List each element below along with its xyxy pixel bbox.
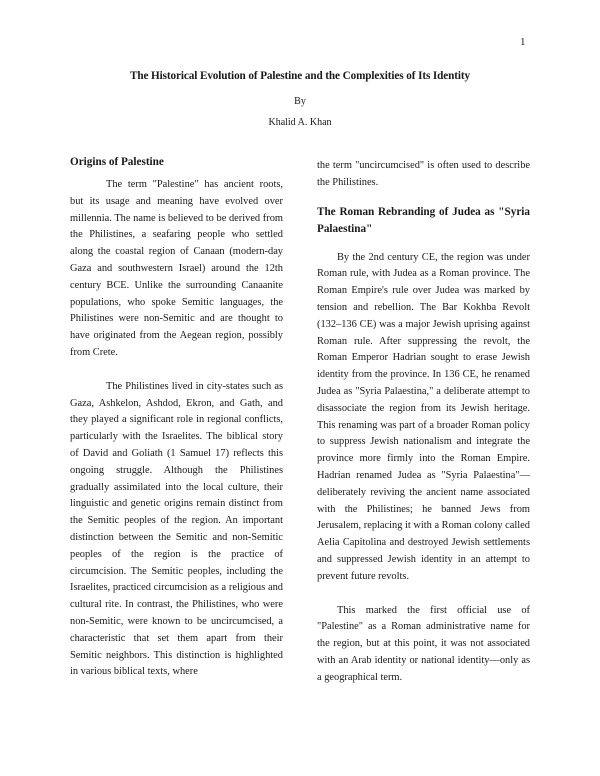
paragraph-roman-1: By the 2nd century CE, the region was under Roman rule, with Judea as a Roman province. The Roman Empire's rule over Judea was marked by tension and rebellion. The Bar Kokhba Revolt (132–136 CE) was a major Jewish uprising against Roman rule. After suppressing the revolt, the Roman Emperor Hadrian sought to erase Jewish identity from the province. In 136 CE, he renamed Judea as "Syria Palaestina," a deliberate attempt to disassociate the region from its Jewish heritage. This renaming was part of a broader Roman policy to suppress Jewish nationalism and integrate the province more firmly into the Roman Empire. Hadrian renamed Judea as "Syria Palaestina"—deliberately reviving the ancient name associated with the Philistines; he banned Jews from Jerusalem, replacing it with a Roman colony called Aelia Capitolina and destroyed Jewish settlements and suppressed Jewish identity in an attempt to prevent future revolts. <box>317 251 530 582</box>
paragraph-origins-1: The term "Palestine" has ancient roots, but its usage and meaning have evolved over millennia. The name is believed to be derived from the Philistines, a seafaring people who settled along the coastal region of Canaan (modern-day Gaza and southwestern Israel) around the 12th century BCE. Unlike the surrounding Canaanite populations, who spoke Semitic languages, the Philistines were non-Semitic and are thought to have originated from the Aegean region, possibly from Crete. <box>70 179 283 358</box>
page-number: 1 <box>520 36 526 48</box>
author-name: Khalid A. Khan <box>268 117 332 128</box>
paragraph-continuation: the term "uncircumcised" is often used to describe the Philistines. <box>317 160 530 188</box>
paragraph-origins-2: The Philistines lived in city-states such as Gaza, Ashkelon, Ashdod, Ekron, and Gath, and they played a significant role in regional conflicts, particularly with the Israelites. The biblical story of David and Goliath (1 Samuel 17) reflects this ongoing struggle. Although the Philistines gradually assimilated into the local culture, their linguistic and genetic origins remain distinct from the Semitic peoples of the region. An important distinction between the Semitic and non-Semitic peoples of the region is the practice of circumcision. The Semitic peoples, including the Israelites, practiced circumcision as a religious and cultural rite. In contrast, the Philistines, who were non-Semitic, were known to be uncircumcised, a characteristic that set them apart from their Semitic neighbors. This distinction is highlighted in various biblical texts, where <box>70 380 283 678</box>
paper-title: The Historical Evolution of Palestine and the Complexities of Its Identity <box>129 70 471 82</box>
section-heading-roman-rebranding: The Roman Rebranding of Judea as "Syria Palaestina" <box>317 205 530 235</box>
paragraph-roman-2: This marked the first official use of "Palestine" as a Roman administrative name for the region, but at this point, it was not associated with an Arab identity or national identity—only as a geographical term. <box>317 604 530 683</box>
section-heading-origins: Origins of Palestine <box>70 156 164 168</box>
byline: By <box>294 96 306 107</box>
right-column <box>317 158 530 687</box>
left-column <box>70 154 283 681</box>
